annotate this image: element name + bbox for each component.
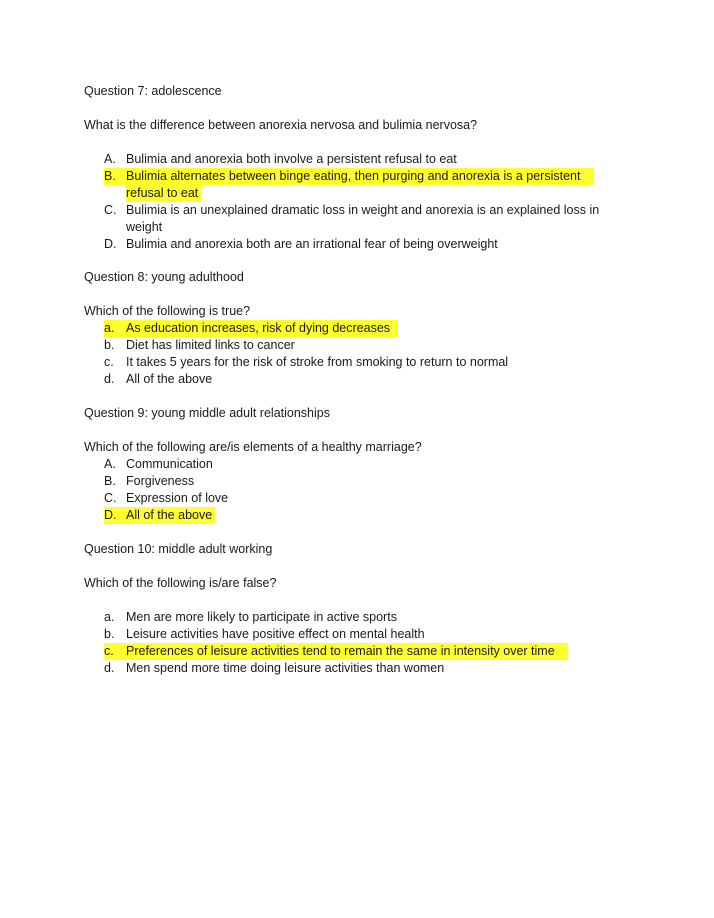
question-heading: Question 9: young middle adult relationships xyxy=(84,406,330,420)
option-text: Bulimia alternates between binge eating, then purging and anorexia is a persistent xyxy=(126,169,581,183)
question-heading: Question 7: adolescence xyxy=(84,84,222,98)
option-marker: a. xyxy=(104,321,115,335)
answer-option xyxy=(0,473,714,490)
question-heading: Question 10: middle adult working xyxy=(84,542,273,556)
option-marker: b. xyxy=(104,338,115,352)
option-text: Bulimia and anorexia both are an irrational fear of being overweight xyxy=(126,237,498,251)
option-marker: d. xyxy=(104,372,115,386)
answer-option xyxy=(0,354,714,371)
option-marker: b. xyxy=(104,627,115,641)
option-text: Diet has limited links to cancer xyxy=(126,338,295,352)
option-text: All of the above xyxy=(126,508,213,522)
option-text: All of the above xyxy=(126,372,213,386)
question-prompt: Which of the following is true? xyxy=(84,304,251,318)
option-marker: C. xyxy=(104,203,117,217)
option-marker: C. xyxy=(104,491,117,505)
question-heading: Question 8: young adulthood xyxy=(84,270,244,284)
answer-option xyxy=(0,660,714,677)
option-marker: B. xyxy=(104,169,116,183)
answer-option xyxy=(0,456,714,473)
option-marker: D. xyxy=(104,508,117,522)
answer-option-highlighted xyxy=(0,643,714,660)
answer-option-continuation xyxy=(0,185,714,202)
option-text-continued: weight xyxy=(126,220,163,234)
option-text: As education increases, risk of dying decreases xyxy=(126,321,391,335)
answer-option xyxy=(0,626,714,643)
option-marker: c. xyxy=(104,644,114,658)
answer-option xyxy=(0,337,714,354)
option-text: Preferences of leisure activities tend to remain the same in intensity over time xyxy=(126,644,555,658)
answer-option xyxy=(0,151,714,168)
option-text: Forgiveness xyxy=(126,474,195,488)
question-prompt: Which of the following are/is elements of a healthy marriage? xyxy=(84,440,422,454)
answer-option xyxy=(0,490,714,507)
answer-option-highlighted xyxy=(0,168,714,185)
question-prompt: Which of the following is/are false? xyxy=(84,576,277,590)
option-marker: d. xyxy=(104,661,115,675)
option-text: Communication xyxy=(126,457,213,471)
answer-option-continuation xyxy=(0,219,714,236)
option-marker: B. xyxy=(104,474,116,488)
option-text: Leisure activities have positive effect on mental health xyxy=(126,627,425,641)
option-marker: A. xyxy=(104,457,116,471)
answer-option xyxy=(0,609,714,626)
option-text: Men are more likely to participate in active sports xyxy=(126,610,397,624)
option-text: Expression of love xyxy=(126,491,229,505)
option-marker: a. xyxy=(104,610,115,624)
answer-option xyxy=(0,371,714,388)
question-prompt: What is the difference between anorexia nervosa and bulimia nervosa? xyxy=(84,118,478,132)
option-text: Bulimia and anorexia both involve a persistent refusal to eat xyxy=(126,152,457,166)
answer-option xyxy=(0,236,714,253)
option-marker: c. xyxy=(104,355,114,369)
option-text: Bulimia is an unexplained dramatic loss in weight and anorexia is an explained loss in xyxy=(126,203,600,217)
answer-option-highlighted xyxy=(0,320,714,337)
option-marker: A. xyxy=(104,152,116,166)
answer-option-highlighted xyxy=(0,507,714,524)
option-marker: D. xyxy=(104,237,117,251)
option-text-continued: refusal to eat xyxy=(126,186,199,200)
option-text: Men spend more time doing leisure activities than women xyxy=(126,661,445,675)
answer-option xyxy=(0,202,714,219)
option-text: It takes 5 years for the risk of stroke from smoking to return to normal xyxy=(126,355,509,369)
